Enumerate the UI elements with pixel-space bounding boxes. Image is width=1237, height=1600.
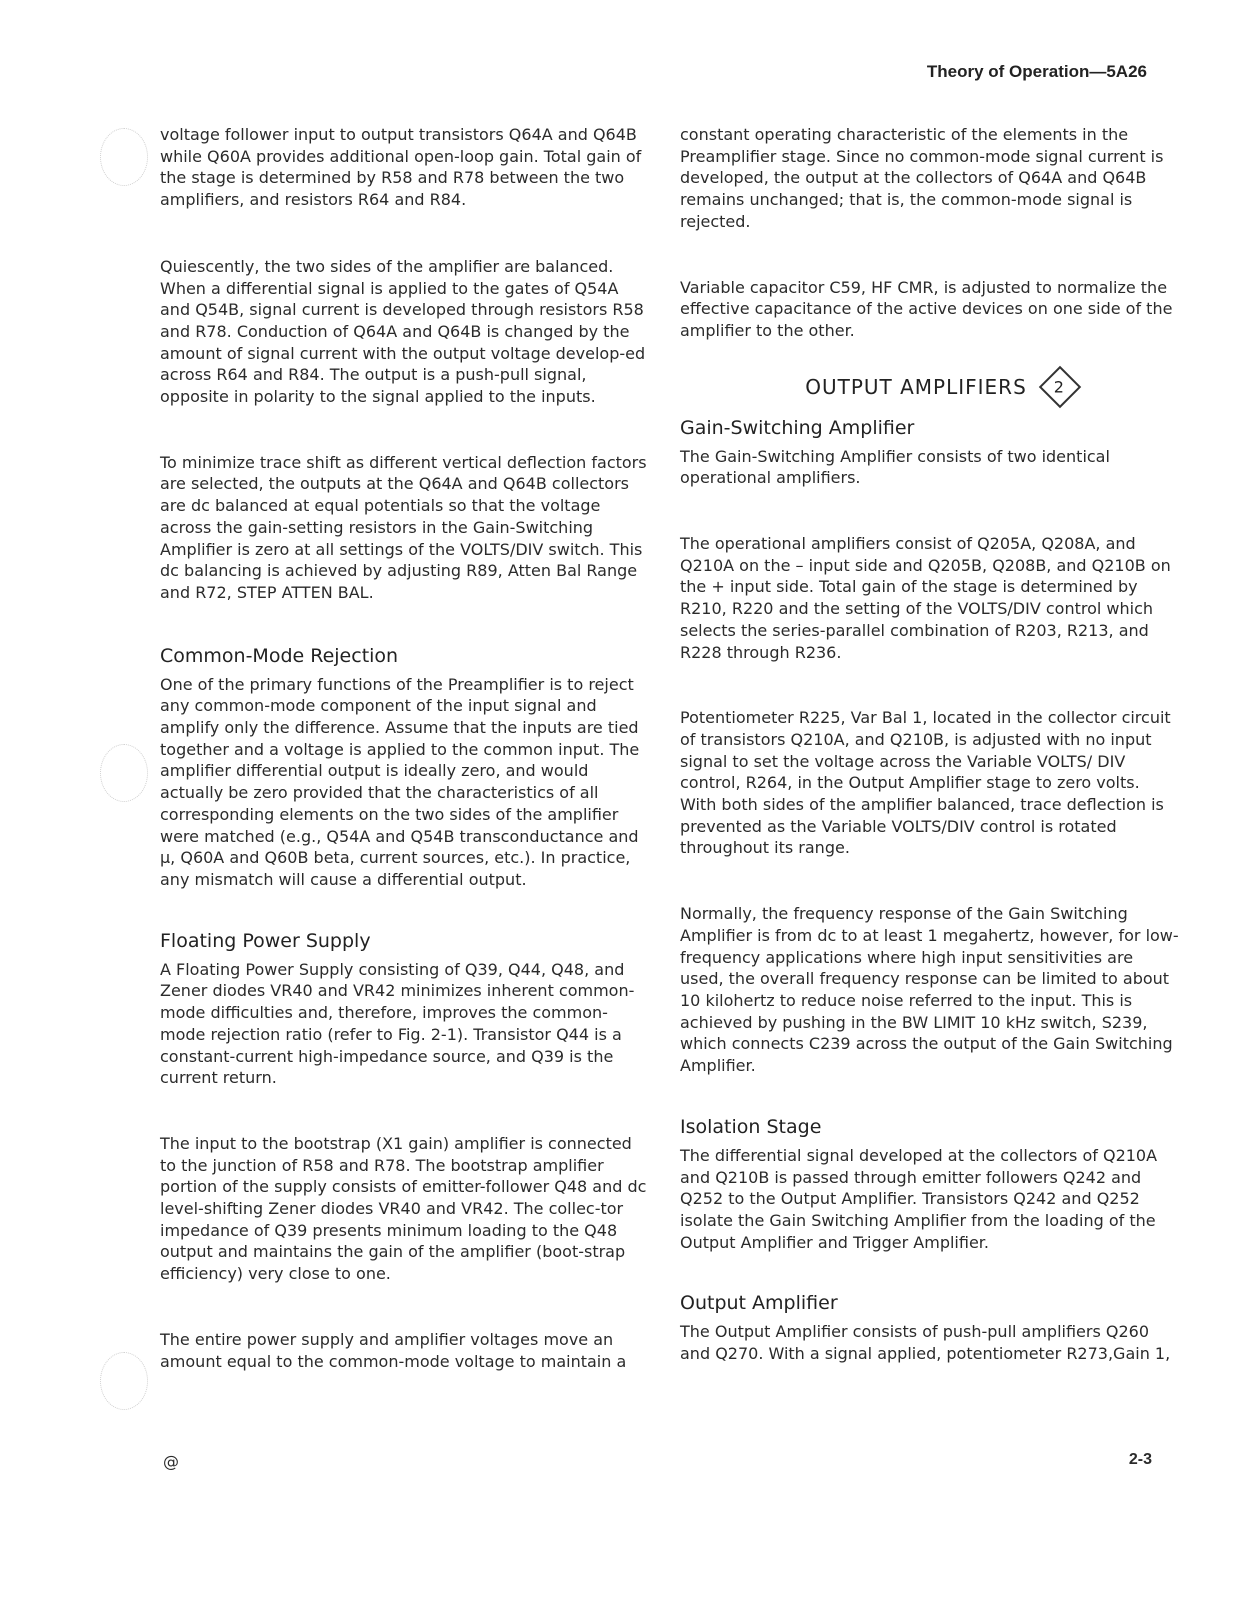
- right-paragraph-5: Potentiometer R225, Var Bal 1, located in the collector circuit of transistors Q210A, and Q210B, is adjusted with no input signal to set the voltage across the Variable VOLTS/ DIV control, R264, in the Output Amplifier stage to zero volts. With both sides of the amplifier balanced, trace deflection is prevented as the Variable VOLTS/DIV control is rotated throughout its range.: [680, 708, 1171, 858]
- right-paragraph-4: The operational amplifiers consist of Q205A, Q208A, and Q210A on the – input side and Q205B, Q208B, and Q210B on the + input side. Total gain of the stage is determined by R210, R220 and the setting of the VOLTS/DIV control which selects the series-parallel combination of R203, R213, and R228 through R236.: [680, 534, 1171, 662]
- heading-isolation-stage: Isolation Stage: [680, 1115, 822, 1138]
- left-paragraph-1: voltage follower input to output transistors Q64A and Q64B while Q60A provides additional open-loop gain. Total gain of the stage is determined by R58 and R78 between the two amplifiers, and resistors R64 and R84.: [160, 125, 642, 210]
- footer-copyright-mark: @: [163, 1452, 179, 1471]
- punch-hole-top: [100, 128, 148, 186]
- left-paragraph-5: A Floating Power Supply consisting of Q39, Q44, Q48, and Zener diodes VR40 and VR42 minimizes inherent common-mode difficulties and, therefore, improves the common-mode rejection ratio (refer to Fig. 2-1). Transistor Q44 is a constant-current high-impedance source, and Q39 is the current return.: [160, 959, 635, 1088]
- punch-hole-middle: [100, 744, 148, 802]
- page-header: Theory of Operation—5A26: [926, 62, 1147, 81]
- right-paragraph-2: Variable capacitor C59, HF CMR, is adjusted to normalize the effective capacitance of the active devices on one side of the amplifier to the other.: [680, 277, 1173, 340]
- heading-common-mode-rejection: Common-Mode Rejection: [160, 644, 399, 667]
- heading-gain-switching-amplifier: Gain-Switching Amplifier: [680, 416, 915, 439]
- left-column: [160, 124, 650, 1372]
- right-paragraph-6: Normally, the frequency response of the Gain Switching Amplifier is from dc to at least 1 megahertz, however, for low-frequency applications where high input sensitivities are used, the overall frequency response can be limited to about 10 kilohertz to reduce noise referred to the input. This is achieved by pushing in the BW LIMIT 10 kHz switch, S239, which connects C239 across the output of the Gain Switching Amplifier.: [680, 904, 1179, 1076]
- right-paragraph-1: constant operating characteristic of the elements in the Preamplifier stage. Since no common-mode signal current is developed, the output at the collectors of Q64A and Q64B remains unchanged; that is, the common-mode signal is rejected.: [680, 125, 1164, 231]
- right-paragraph-7: The differential signal developed at the collectors of Q210A and Q210B is passed through emitter followers Q242 and Q252 to the Output Amplifier. Transistors Q242 and Q252 isolate the Gain Switching Amplifier from the loading of the Output Amplifier and Trigger Amplifier.: [680, 1145, 1158, 1252]
- right-paragraph-8: The Output Amplifier consists of push-pull amplifiers Q260 and Q270. With a signal applied, potentiometer R273,Gain 1,: [680, 1322, 1171, 1364]
- section-title-output-amplifiers: [700, 372, 1180, 402]
- left-paragraph-2: Quiescently, the two sides of the amplifier are balanced. When a differential signal is applied to the gates of Q54A and Q54B, signal current is developed through resistors R58 and R78. Conduction of Q64A and Q64B is changed by the amount of signal current with the output voltage develop-ed across R64 and R84. The output is a push-pull signal, opposite in polarity to the signal applied to the inputs.: [160, 256, 646, 407]
- section-number: 2: [1054, 377, 1066, 397]
- heading-floating-power-supply: Floating Power Supply: [160, 929, 371, 952]
- left-paragraph-6: The input to the bootstrap (X1 gain) amplifier is connected to the junction of R58 and R78. The bootstrap amplifier portion of the supply consists of emitter-follower Q48 and dc level-shifting Zener diodes VR40 and VR42. The collec-tor impedance of Q39 presents minimum loading to the Q48 output and maintains the gain of the amplifier (boot-strap efficiency) very close to one.: [160, 1133, 647, 1284]
- heading-output-amplifier: Output Amplifier: [680, 1292, 838, 1315]
- left-paragraph-3: To minimize trace shift as different vertical deflection factors are selected, the outputs at the Q64A and Q64B collectors are dc balanced at equal potentials so that the voltage across the gain-setting resistors in the Gain-Switching Amplifier is zero at all settings of the VOLTS/DIV switch. This dc balancing is achieved by adjusting R89, Atten Bal Range and R72, STEP ATTEN BAL.: [160, 452, 647, 602]
- section-number-diamond-icon: [1039, 365, 1081, 407]
- punch-hole-bottom: [100, 1352, 148, 1410]
- left-paragraph-4: One of the primary functions of the Preamplifier is to reject any common-mode component of the input signal and amplify only the difference. Assume that the inputs are tied together and a voltage is applied to the common input. The amplifier differential output is ideally zero, and would actually be zero provided that the characteristics of all corresponding elements on the two sides of the amplifier were matched (e.g., Q54A and Q54B transconductance and μ, Q60A and Q60B beta, current sources, etc.). In practice, any mismatch will cause a differential output.: [160, 674, 640, 889]
- page-number: 2-3: [1128, 1451, 1152, 1468]
- right-paragraph-3: The Gain-Switching Amplifier consists of two identical operational amplifiers.: [680, 446, 1110, 488]
- left-paragraph-7: The entire power supply and amplifier voltages move an amount equal to the common-mode voltage to maintain a: [160, 1329, 627, 1371]
- section-title-text: OUTPUT AMPLIFIERS: [805, 374, 1027, 399]
- right-column: [680, 124, 1180, 1365]
